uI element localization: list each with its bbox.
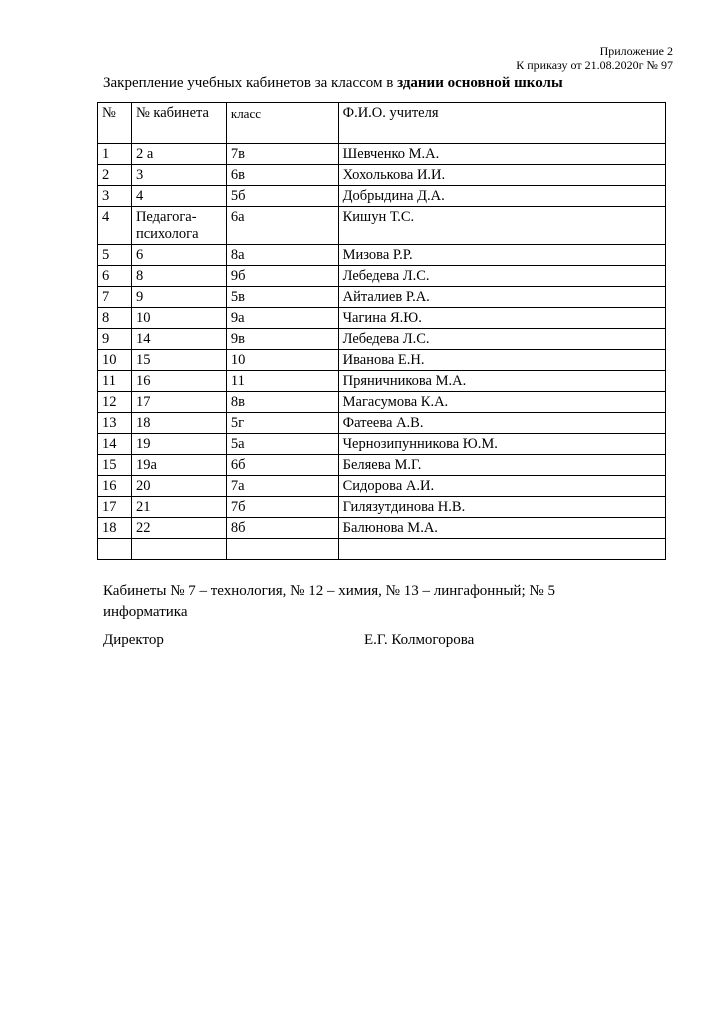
cell-teacher: Кишун Т.С. (338, 207, 665, 245)
table-row (98, 455, 666, 476)
cell-room: 6 (131, 245, 226, 266)
header-teacher: Ф.И.О. учителя (338, 103, 665, 144)
table-row (98, 186, 666, 207)
cell-room: 2 а (131, 144, 226, 165)
cell-teacher: Магасумова К.А. (338, 392, 665, 413)
cell-number: 7 (98, 287, 132, 308)
rooms-note: Кабинеты № 7 – технология, № 12 – химия, № 13 – лингафонный; № 5 информатика (103, 583, 555, 620)
table-row (98, 392, 666, 413)
cell-class: 6б (226, 455, 338, 476)
table-row (98, 245, 666, 266)
table-row (98, 165, 666, 186)
cell-number: 9 (98, 329, 132, 350)
cell-number: 8 (98, 308, 132, 329)
table-row (98, 207, 666, 245)
cell-class: 8а (226, 245, 338, 266)
cell-number: 6 (98, 266, 132, 287)
cell-class: 6в (226, 165, 338, 186)
cell-class: 5г (226, 413, 338, 434)
cell-class: 7б (226, 497, 338, 518)
cell-room: 20 (131, 476, 226, 497)
table-row (98, 518, 666, 539)
table-row (98, 350, 666, 371)
cell-class: 9б (226, 266, 338, 287)
cell-teacher: Гилязутдинова Н.В. (338, 497, 665, 518)
cell-teacher: Мизова Р.Р. (338, 245, 665, 266)
cell-room: 21 (131, 497, 226, 518)
cell-room (131, 539, 226, 560)
table-row (98, 476, 666, 497)
director-label: Директор (103, 632, 164, 648)
cell-number: 14 (98, 434, 132, 455)
table-header-row (98, 103, 666, 144)
document-title (103, 74, 563, 92)
cell-class: 8б (226, 518, 338, 539)
cell-class: 9а (226, 308, 338, 329)
cell-room: 19а (131, 455, 226, 476)
cell-teacher: Чернозипунникова Ю.М. (338, 434, 665, 455)
title-bold: здании основной школы (397, 75, 563, 91)
annex-line-2: К приказу от 21.08.2020г № 97 (516, 58, 673, 72)
cell-teacher: Хохолькова И.И. (338, 165, 665, 186)
cell-number: 3 (98, 186, 132, 207)
cell-class: 9в (226, 329, 338, 350)
table-row (98, 329, 666, 350)
table-row (98, 266, 666, 287)
cell-teacher: Лебедева Л.С. (338, 329, 665, 350)
header-room: № кабинета (131, 103, 226, 144)
cell-teacher (338, 539, 665, 560)
cell-room: 10 (131, 308, 226, 329)
cell-class: 10 (226, 350, 338, 371)
cell-number: 13 (98, 413, 132, 434)
cell-number: 10 (98, 350, 132, 371)
cell-room: 16 (131, 371, 226, 392)
table-row (98, 308, 666, 329)
cell-class: 5а (226, 434, 338, 455)
table-row (98, 144, 666, 165)
cell-class: 11 (226, 371, 338, 392)
cell-room: 14 (131, 329, 226, 350)
cell-number: 4 (98, 207, 132, 245)
header-number: № (98, 103, 132, 144)
title-normal: Закрепление учебных кабинетов за классом в (103, 75, 398, 91)
cell-teacher: Айталиев Р.А. (338, 287, 665, 308)
cell-teacher: Сидорова А.И. (338, 476, 665, 497)
room-assignment-table (97, 102, 666, 560)
table-row (98, 497, 666, 518)
cell-number: 18 (98, 518, 132, 539)
table-row (98, 287, 666, 308)
cell-teacher: Фатеева А.В. (338, 413, 665, 434)
cell-number: 11 (98, 371, 132, 392)
cell-number: 17 (98, 497, 132, 518)
annex-header (516, 44, 673, 72)
cell-number: 5 (98, 245, 132, 266)
table-row (98, 413, 666, 434)
director-name: Е.Г. Колмогорова (364, 632, 475, 648)
cell-teacher: Балюнова М.А. (338, 518, 665, 539)
cell-room: 9 (131, 287, 226, 308)
cell-room: 17 (131, 392, 226, 413)
cell-teacher: Лебедева Л.С. (338, 266, 665, 287)
cell-number: 15 (98, 455, 132, 476)
cell-room: 15 (131, 350, 226, 371)
cell-room: 3 (131, 165, 226, 186)
annex-line-1: Приложение 2 (599, 44, 673, 58)
cell-teacher: Чагина Я.Ю. (338, 308, 665, 329)
table-row (98, 434, 666, 455)
cell-class: 5б (226, 186, 338, 207)
cell-number: 1 (98, 144, 132, 165)
header-class: класс (226, 103, 338, 144)
cell-room: 18 (131, 413, 226, 434)
cell-teacher: Пряничникова М.А. (338, 371, 665, 392)
cell-room: 8 (131, 266, 226, 287)
table-row (98, 371, 666, 392)
cell-teacher: Добрыдина Д.А. (338, 186, 665, 207)
cell-class: 7а (226, 476, 338, 497)
cell-teacher: Шевченко М.А. (338, 144, 665, 165)
cell-teacher: Иванова Е.Н. (338, 350, 665, 371)
cell-class (226, 539, 338, 560)
cell-room: 22 (131, 518, 226, 539)
cell-number: 16 (98, 476, 132, 497)
cell-number (98, 539, 132, 560)
cell-room: 19 (131, 434, 226, 455)
cell-class: 7в (226, 144, 338, 165)
cell-room: 4 (131, 186, 226, 207)
cell-number: 2 (98, 165, 132, 186)
table-body (98, 144, 666, 560)
cell-room: Педагога-психолога (131, 207, 226, 245)
cell-number: 12 (98, 392, 132, 413)
cell-class: 8в (226, 392, 338, 413)
cell-class: 5в (226, 287, 338, 308)
table-row (98, 539, 666, 560)
cell-teacher: Беляева М.Г. (338, 455, 665, 476)
cell-class: 6а (226, 207, 338, 245)
